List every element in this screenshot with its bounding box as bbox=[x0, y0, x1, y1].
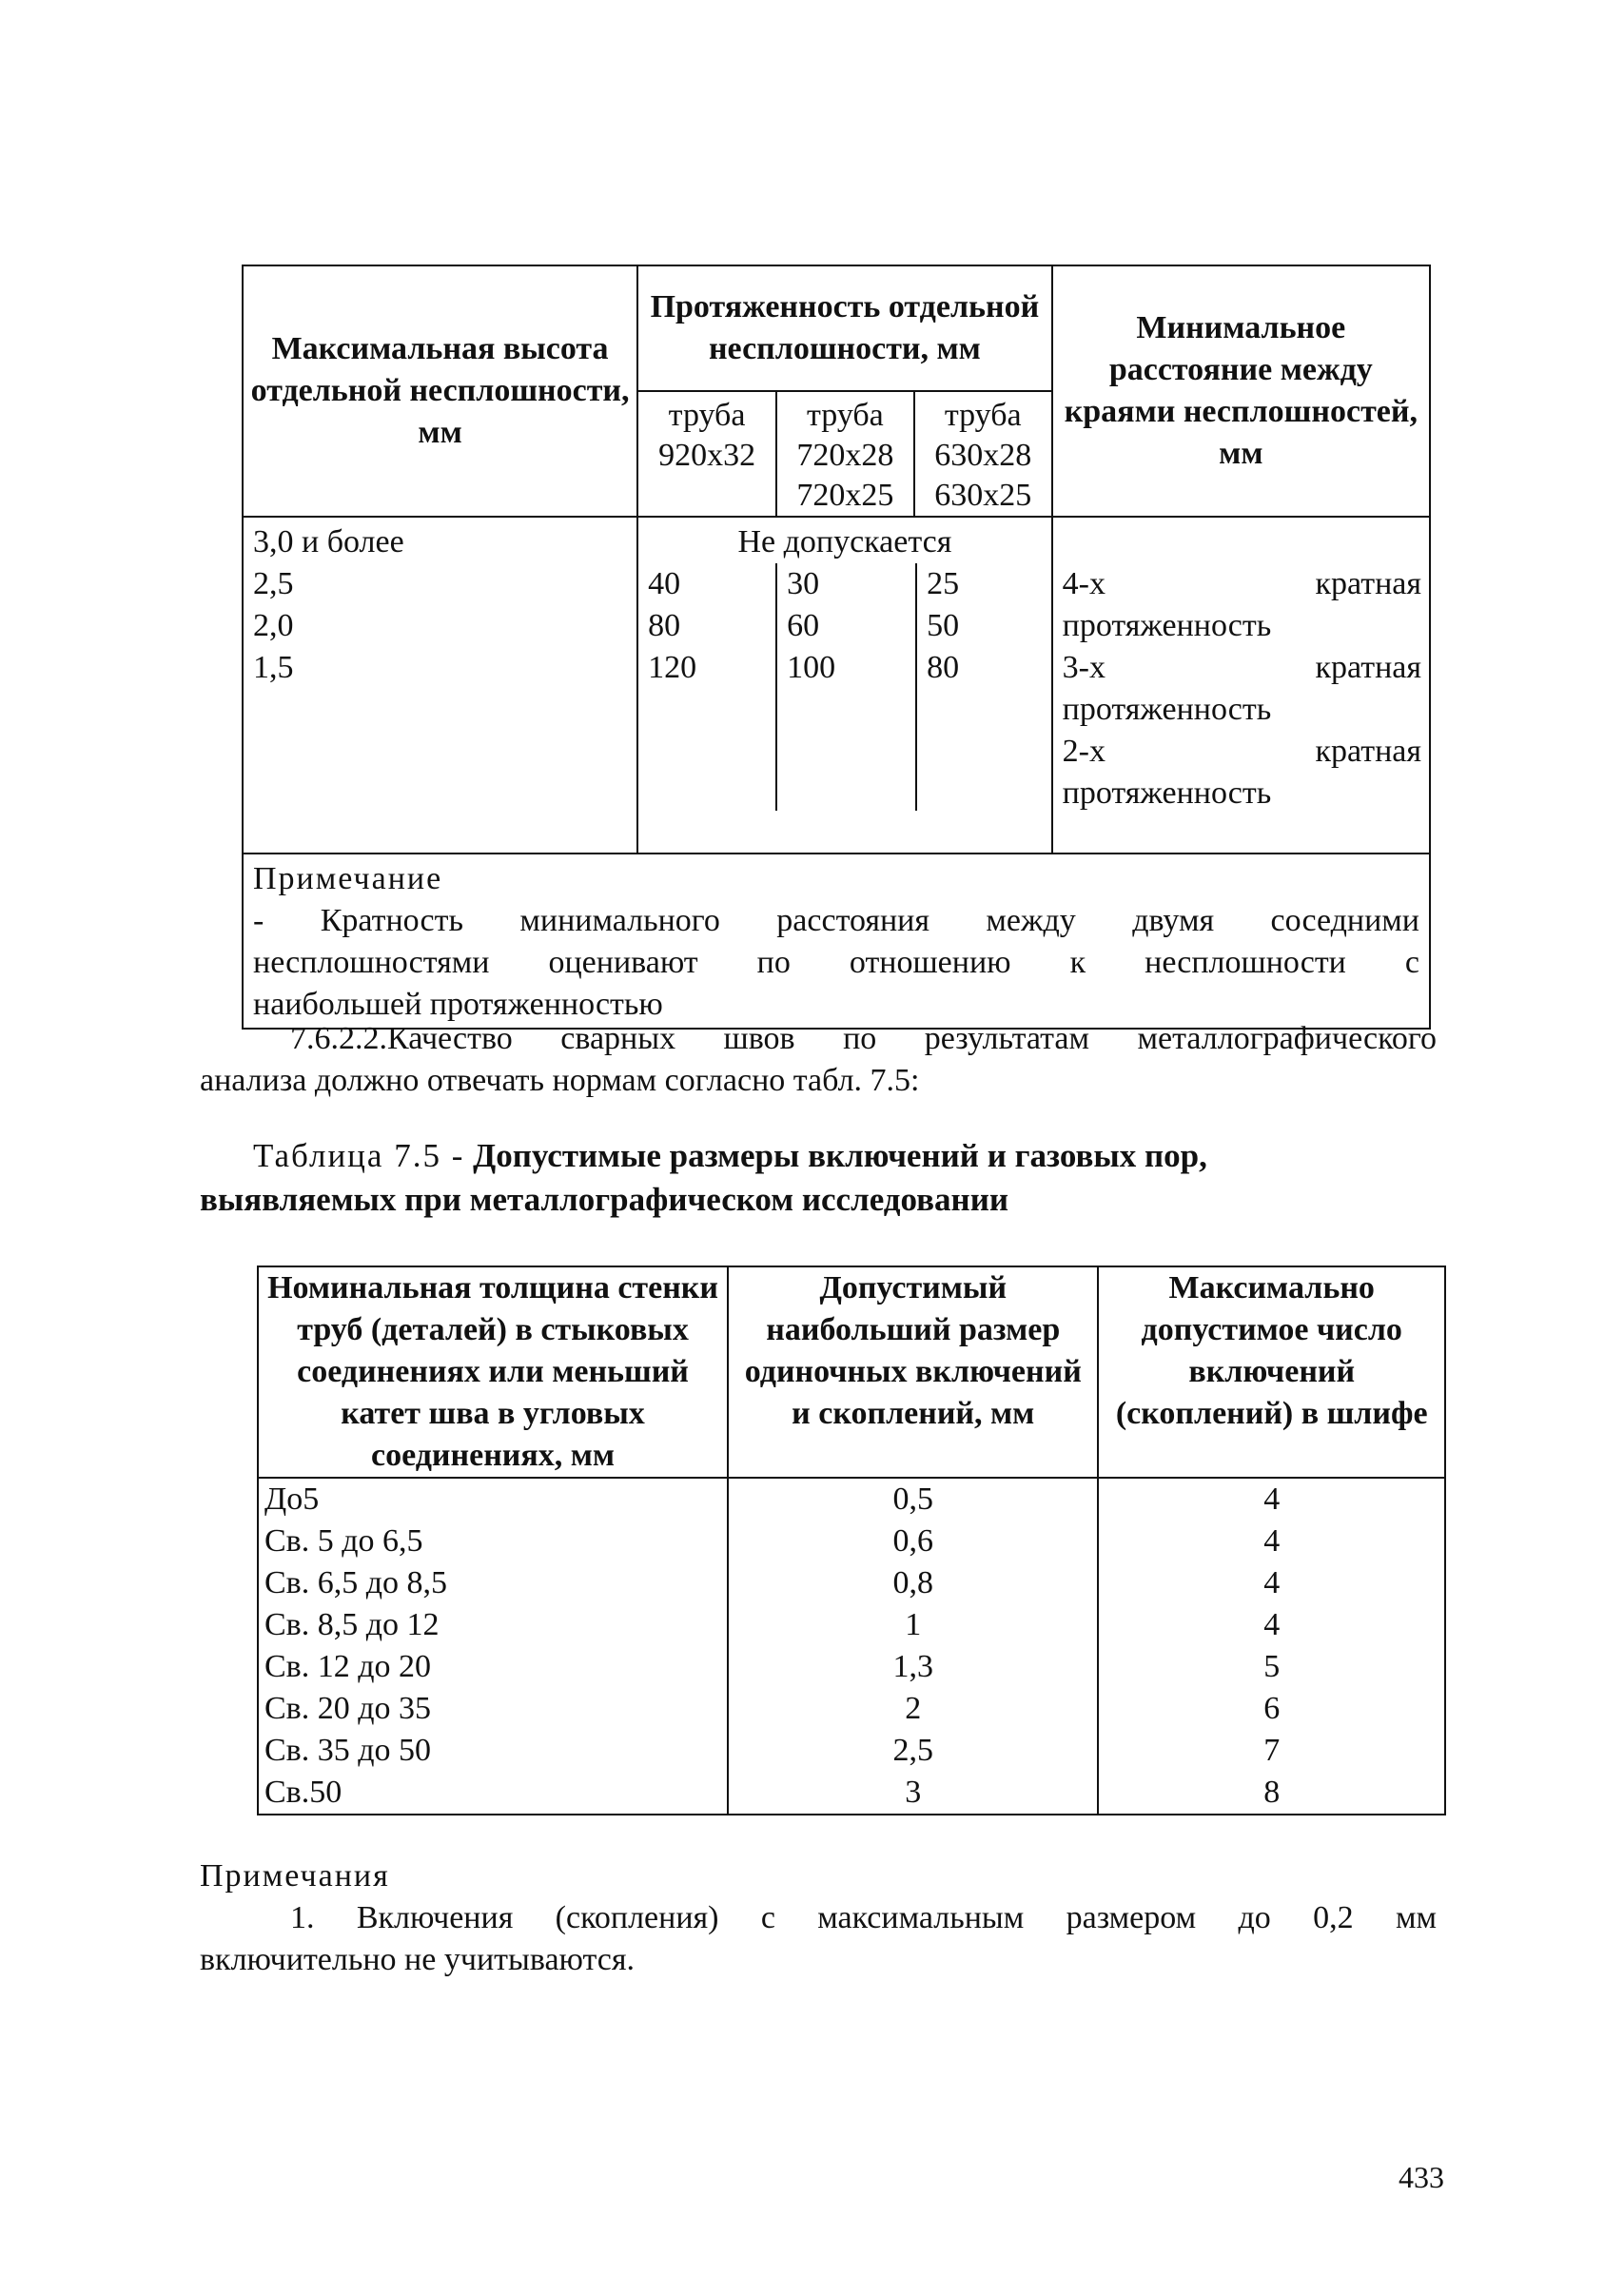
notes-title: Примечания bbox=[200, 1858, 390, 1894]
table-row: Св. 5 до 6,5 0,6 4 bbox=[258, 1521, 1445, 1562]
distances-cell: 4-х кратная протяженность 3-х кратная протяженность 2-х кратная протяженность bbox=[1052, 517, 1430, 854]
header-min-distance: Минимальное расстояние между краями несплошностей, мм bbox=[1052, 265, 1430, 517]
header-max-count: Максимально допустимое число включений (скоплений) в шлифе bbox=[1098, 1266, 1445, 1478]
table-7-5-caption: Таблица 7.5 - Допустимые размеры включений и газовых пор, выявляемых при металлографическом исследовании bbox=[200, 1137, 1207, 1218]
table-row: Св. 20 до 35 2 6 bbox=[258, 1688, 1445, 1730]
header-pipe-3: труба 630x28 630x25 bbox=[914, 391, 1052, 517]
table-row: Св. 35 до 50 2,5 7 bbox=[258, 1730, 1445, 1772]
header-pipe-1: труба 920x32 bbox=[637, 391, 776, 517]
header-thickness: Номинальная толщина стенки труб (деталей) в стыковых соединениях или меньший катет шва в угловых соединениях, мм bbox=[258, 1266, 728, 1478]
distance-row-3: 2-х кратная bbox=[1062, 734, 1421, 769]
not-allowed-label: Не допускается bbox=[737, 524, 952, 559]
header-max-size: Допустимый наибольший размер одиночных включений и скоплений, мм bbox=[728, 1266, 1098, 1478]
table-row: Св. 6,5 до 8,5 0,8 4 bbox=[258, 1562, 1445, 1604]
notes-section: Примечания 1. Включения (скопления) с максимальным размером до 0,2 мм включительно не учитываются. bbox=[200, 1855, 1437, 1981]
heights-cell: 3,0 и более 2,5 2,0 1,5 bbox=[243, 517, 637, 854]
table-note bbox=[243, 854, 1430, 1029]
note-title: Примечание bbox=[253, 861, 443, 896]
inclusions-table bbox=[257, 1266, 1446, 1815]
pipe-2-values: 30 60 100 bbox=[777, 563, 917, 811]
lengths-cell bbox=[637, 517, 1051, 854]
header-pipe-2: труба 720x28 720x25 bbox=[776, 391, 914, 517]
discontinuity-table bbox=[242, 265, 1431, 1030]
header-length-group: Протяженность отдельной несплошности, мм bbox=[637, 265, 1051, 391]
table-row: Св. 12 до 20 1,3 5 bbox=[258, 1646, 1445, 1688]
table-row: До5 0,5 4 bbox=[258, 1478, 1445, 1521]
paragraph-7-6-2-2: 7.6.2.2.Качество сварных швов по результатам металлографического анализа должно отвечать нормам согласно табл. 7.5: bbox=[200, 1021, 1437, 1098]
note-text: - Кратность минимального расстояния между двумя соседними несплошностями оценивают по отношению к несплошности с наибольшей протяженностью bbox=[253, 903, 1419, 1022]
caption-label: Таблица 7.5 - bbox=[253, 1137, 465, 1174]
table-row: Св.50 3 8 bbox=[258, 1772, 1445, 1815]
pipe-3-values: 25 50 80 bbox=[927, 566, 960, 685]
pipe-1-values: 40 80 120 bbox=[638, 563, 777, 811]
distance-row-2: 3-х кратная bbox=[1062, 650, 1421, 685]
note-item-1: 1. Включения (скопления) с максимальным размером до 0,2 мм bbox=[290, 1900, 1437, 1935]
page-number: 433 bbox=[1399, 2160, 1444, 2194]
table-row: Св. 8,5 до 12 1 4 bbox=[258, 1604, 1445, 1646]
header-max-height: Максимальная высота отдельной несплошности, мм bbox=[243, 265, 637, 517]
distance-row-1: 4-х кратная bbox=[1062, 566, 1421, 601]
